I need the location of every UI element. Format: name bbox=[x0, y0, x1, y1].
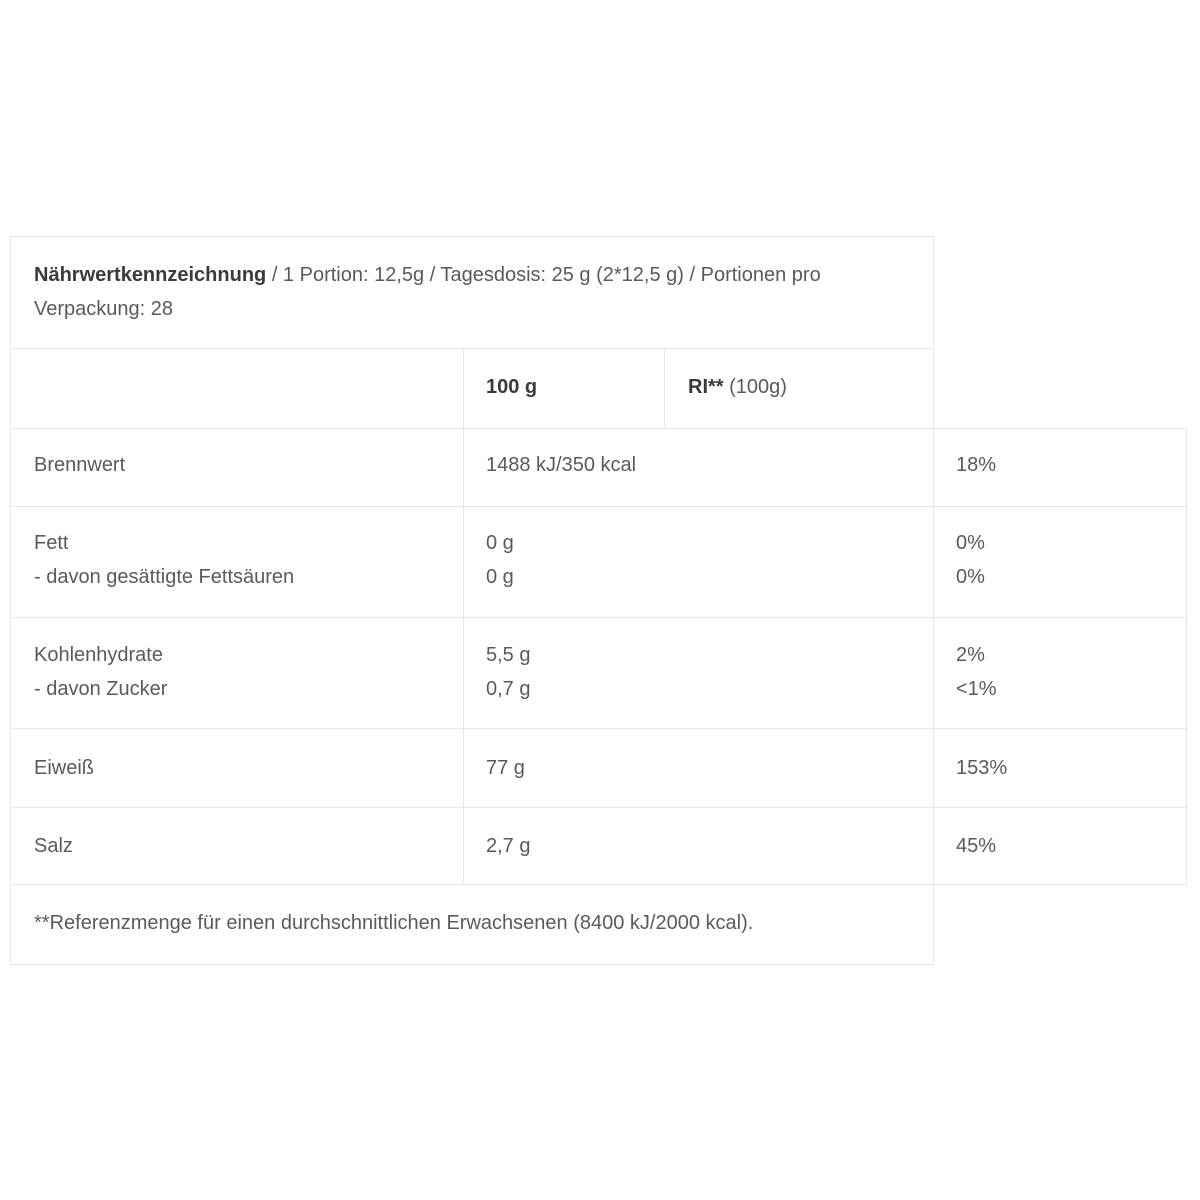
row-ri: 45% bbox=[956, 835, 997, 857]
row-sub-label: - davon Zucker bbox=[34, 678, 168, 700]
table-title-rest: / 1 Portion: 12,5g / Tagesdosis: 25 g (2*12,5 g) / Portionen pro bbox=[266, 264, 821, 286]
column-header-ri bbox=[688, 370, 787, 404]
row-sub-ri: 0% bbox=[956, 566, 985, 588]
row-label: Eiweiß bbox=[34, 757, 95, 779]
row-value: 0 g bbox=[486, 532, 514, 554]
table-title bbox=[34, 258, 821, 292]
column-header-ri-rest: (100g) bbox=[723, 376, 787, 398]
row-ri: 0% bbox=[956, 532, 985, 554]
footnote: **Referenzmenge für einen durchschnittlichen Erwachsenen (8400 kJ/2000 kcal). bbox=[34, 912, 754, 934]
row-sub-ri: <1% bbox=[956, 678, 997, 700]
table-row bbox=[10, 617, 1187, 729]
column-header-row bbox=[10, 348, 934, 429]
row-ri: 153% bbox=[956, 757, 1008, 779]
column-header-ri-bold: RI** bbox=[688, 376, 724, 398]
table-row bbox=[10, 807, 1187, 885]
table-title-line2: Verpackung: 28 bbox=[34, 298, 173, 320]
row-ri: 18% bbox=[956, 454, 997, 476]
row-label: Salz bbox=[34, 835, 73, 857]
row-ri: 2% bbox=[956, 644, 985, 666]
row-label: Brennwert bbox=[34, 454, 126, 476]
row-sub-value: 0 g bbox=[486, 566, 514, 588]
row-sub-label: - davon gesättigte Fettsäuren bbox=[34, 566, 295, 588]
column-header-amount: 100 g bbox=[486, 376, 538, 398]
row-sub-value: 0,7 g bbox=[486, 678, 531, 700]
row-value: 77 g bbox=[486, 757, 525, 779]
row-label: Fett bbox=[34, 532, 69, 554]
table-title-bold: Nährwertkennzeichnung bbox=[34, 264, 267, 286]
table-row bbox=[10, 728, 1187, 808]
row-value: 5,5 g bbox=[486, 644, 531, 666]
row-value: 2,7 g bbox=[486, 835, 531, 857]
row-label: Kohlenhydrate bbox=[34, 644, 163, 666]
row-value: 1488 kJ/350 kcal bbox=[486, 454, 637, 476]
